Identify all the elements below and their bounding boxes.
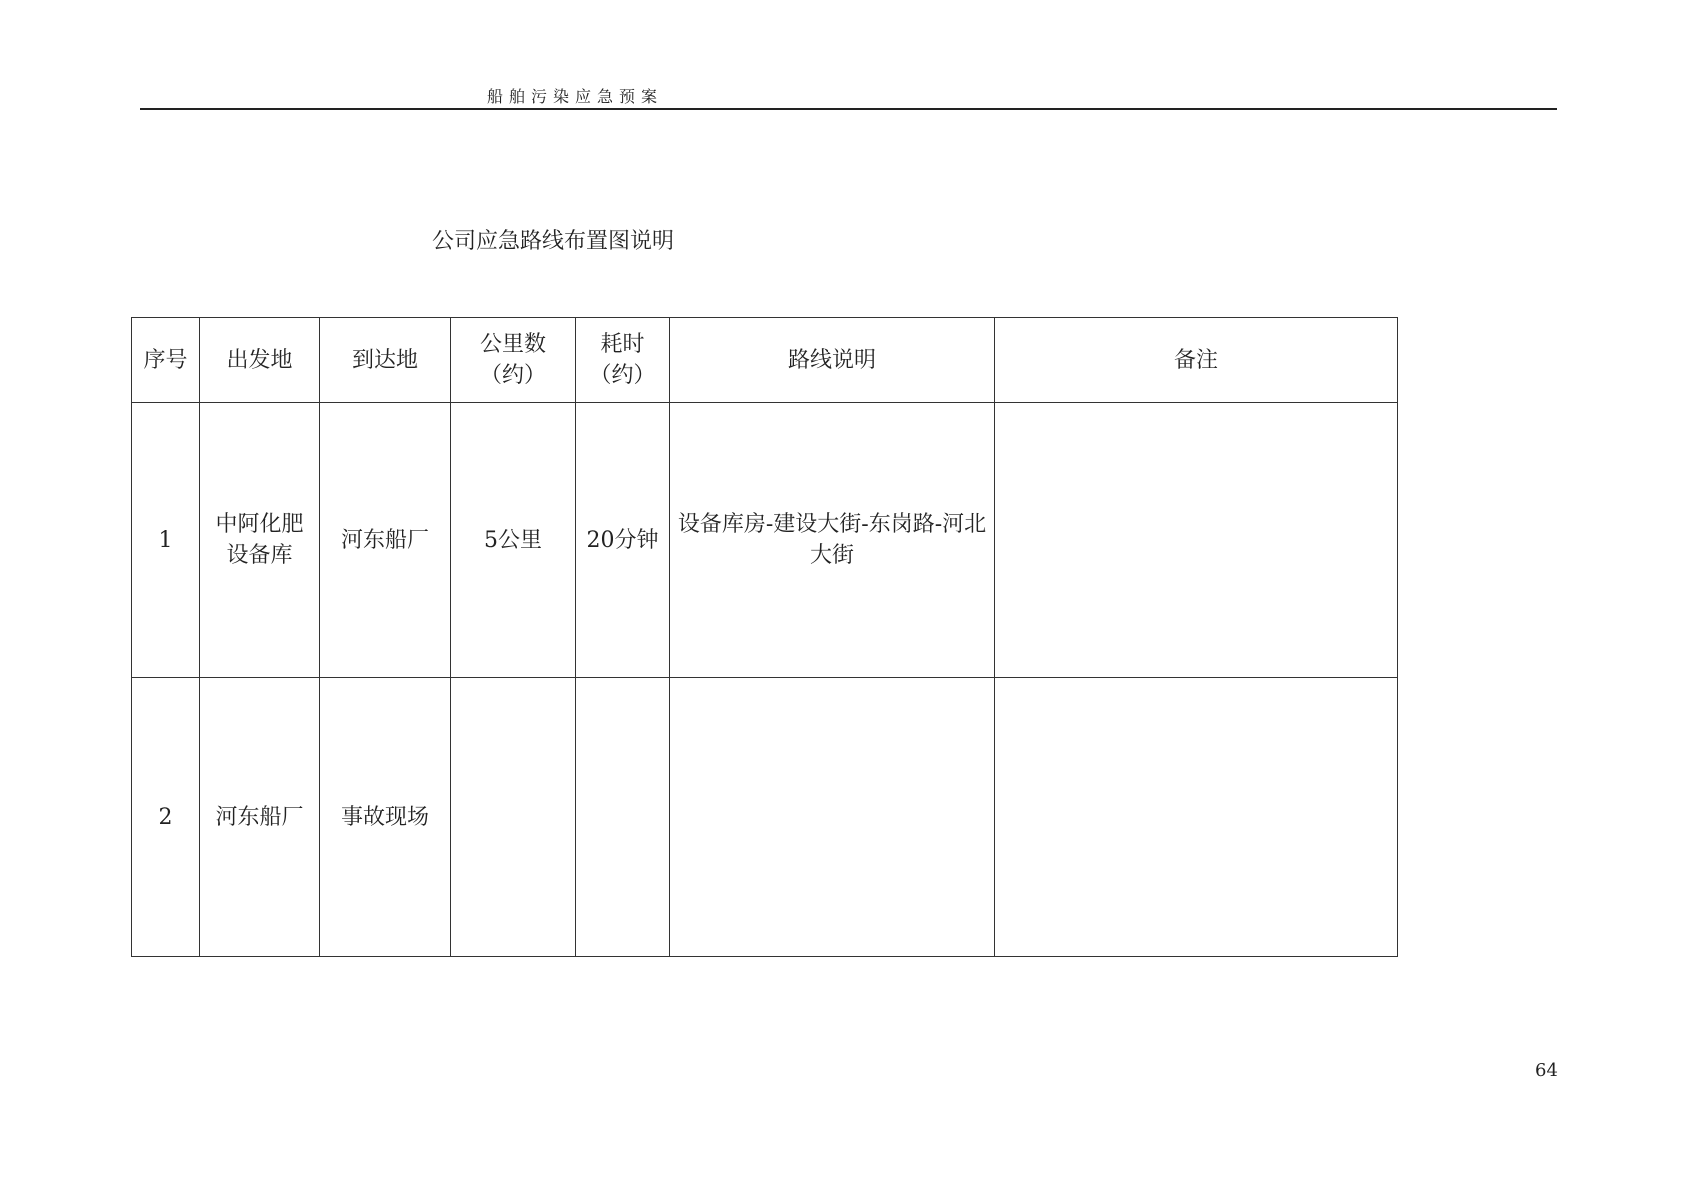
table-row — [132, 403, 1398, 678]
running-head: 船舶污染应急预案 — [487, 87, 664, 106]
header-destination: 到达地 — [320, 318, 451, 403]
cell-destination: 事故现场 — [320, 678, 451, 957]
header-rule — [140, 108, 1557, 110]
cell-destination: 河东船厂 — [320, 403, 451, 678]
cell-route: 设备库房-建设大街-东岗路-河北大街 — [670, 403, 995, 678]
cell-duration: 20分钟 — [576, 403, 670, 678]
cell-duration — [576, 678, 670, 957]
table-row — [132, 678, 1398, 957]
header-distance: 公里数（约） — [451, 318, 576, 403]
header-origin: 出发地 — [200, 318, 320, 403]
page-number: 64 — [1535, 1060, 1558, 1081]
cell-distance — [451, 678, 576, 957]
cell-route — [670, 678, 995, 957]
header-duration: 耗时（约） — [576, 318, 670, 403]
cell-origin: 中阿化肥设备库 — [200, 403, 320, 678]
emergency-route-table — [131, 317, 1398, 957]
cell-seq: 2 — [132, 678, 200, 957]
cell-remarks — [995, 678, 1398, 957]
cell-remarks — [995, 403, 1398, 678]
table-header-row — [132, 318, 1398, 403]
cell-origin: 河东船厂 — [200, 678, 320, 957]
header-seq: 序号 — [132, 318, 200, 403]
document-title: 公司应急路线布置图说明 — [432, 229, 675, 254]
cell-distance: 5公里 — [451, 403, 576, 678]
cell-seq: 1 — [132, 403, 200, 678]
header-route: 路线说明 — [670, 318, 995, 403]
header-remarks: 备注 — [995, 318, 1398, 403]
